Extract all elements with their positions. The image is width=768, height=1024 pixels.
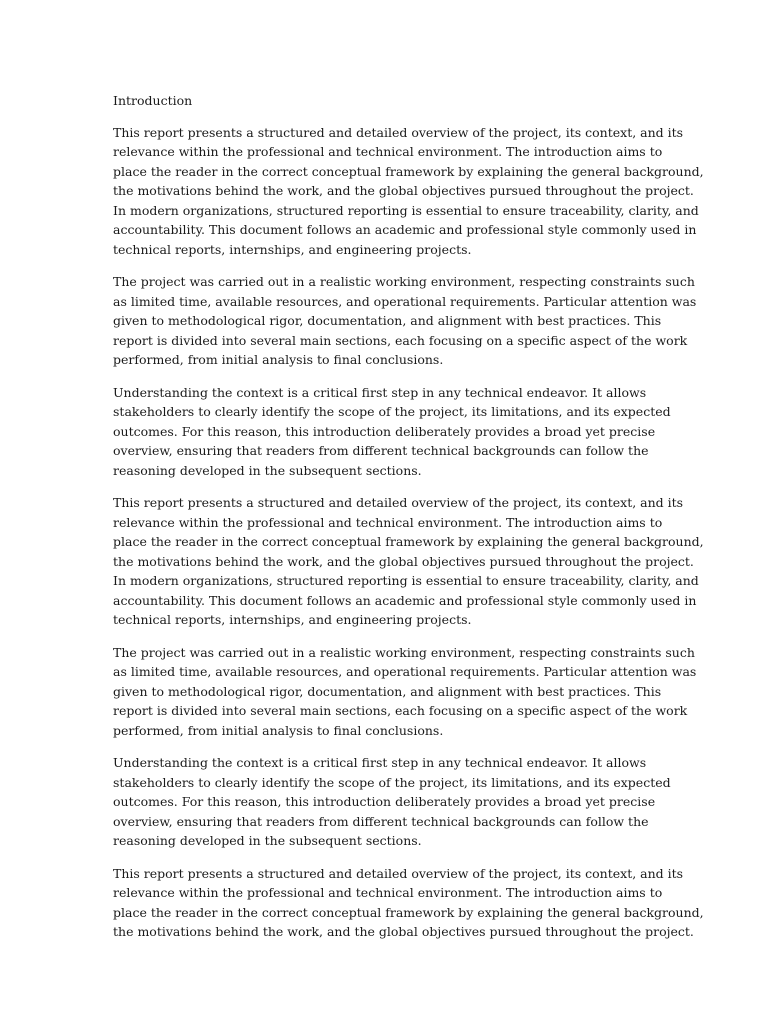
paragraph-line: relevance within the professional and technical environment. The introduction aims to <box>113 144 663 159</box>
paragraph-line: performed, from initial analysis to final conclusions. <box>113 722 444 738</box>
paragraph-line: place the reader in the correct conceptual framework by explaining the general background, <box>113 163 704 179</box>
paragraph-line: place the reader in the correct conceptual framework by explaining the general background, <box>113 904 704 920</box>
paragraph-line: The project was carried out in a realistic working environment, respecting constraints such <box>113 274 695 289</box>
paragraph-line: accountability. This document follows an academic and professional style commonly used in <box>113 222 697 237</box>
paragraph-line: outcomes. For this reason, this introduction deliberately provides a broad yet precise <box>113 794 656 809</box>
paragraph-line: technical reports, internships, and engineering projects. <box>113 612 472 627</box>
paragraph-line: This report presents a structured and detailed overview of the project, its context, and its <box>113 124 684 140</box>
paragraph-line: In modern organizations, structured reporting is essential to ensure traceability, clarity, and <box>113 202 699 218</box>
paragraph-line: given to methodological rigor, documentation, and alignment with best practices. This <box>113 683 662 699</box>
paragraph-line: the motivations behind the work, and the global objectives pursued throughout the project. <box>113 553 694 569</box>
paragraph-line: place the reader in the correct conceptual framework by explaining the general background, <box>113 534 704 549</box>
paragraph-line: overview, ensuring that readers from different technical backgrounds can follow the <box>113 443 649 458</box>
paragraph-line: relevance within the professional and technical environment. The introduction aims to <box>113 885 663 900</box>
paragraph-line: outcomes. For this reason, this introduction deliberately provides a broad yet precise <box>113 423 656 439</box>
paragraph-line: stakeholders to clearly identify the scope of the project, its limitations, and its expected <box>113 404 671 419</box>
paragraph-line: accountability. This document follows an academic and professional style commonly used in <box>113 592 697 608</box>
paragraph-line: report is divided into several main sections, each focusing on a specific aspect of the work <box>113 703 688 718</box>
paragraph <box>113 123 704 260</box>
paragraph-line: Understanding the context is a critical first step in any technical endeavor. It allows <box>113 755 647 770</box>
paragraph-line: Understanding the context is a critical first step in any technical endeavor. It allows <box>113 384 647 400</box>
paragraph-line: In modern organizations, structured reporting is essential to ensure traceability, clarity, and <box>113 573 699 588</box>
paragraph-line: performed, from initial analysis to final conclusions. <box>113 352 444 367</box>
paragraph-line: overview, ensuring that readers from different technical backgrounds can follow the <box>113 813 649 829</box>
paragraph-line: report is divided into several main sections, each focusing on a specific aspect of the work <box>113 332 688 348</box>
paragraph-line: reasoning developed in the subsequent sections. <box>113 462 422 478</box>
paragraph <box>113 383 671 481</box>
paragraph <box>113 272 697 370</box>
paragraph-line: This report presents a structured and detailed overview of the project, its context, and its <box>113 495 684 510</box>
paragraph-line: relevance within the professional and technical environment. The introduction aims to <box>113 514 663 530</box>
paragraph <box>113 864 704 942</box>
paragraph-line: stakeholders to clearly identify the scope of the project, its limitations, and its expected <box>113 774 671 790</box>
section-heading: Introduction <box>113 93 193 108</box>
paragraph-line: technical reports, internships, and engineering projects. <box>113 241 472 257</box>
paragraph-line: as limited time, available resources, and operational requirements. Particular attention was <box>113 293 697 309</box>
paragraph-list <box>113 123 704 942</box>
paragraph-line: reasoning developed in the subsequent sections. <box>113 833 422 848</box>
paragraph <box>113 753 671 851</box>
paragraph-line: This report presents a structured and detailed overview of the project, its context, and its <box>113 865 684 881</box>
paragraph-line: The project was carried out in a realistic working environment, respecting constraints such <box>113 644 695 660</box>
paragraph-line: as limited time, available resources, and operational requirements. Particular attention was <box>113 664 697 679</box>
paragraph-line: the motivations behind the work, and the global objectives pursued throughout the project. <box>113 924 694 939</box>
paragraph <box>113 643 697 741</box>
paragraph-line: given to methodological rigor, documentation, and alignment with best practices. This <box>113 313 662 328</box>
paragraph <box>113 493 704 630</box>
paragraph-line: the motivations behind the work, and the global objectives pursued throughout the project. <box>113 183 694 198</box>
